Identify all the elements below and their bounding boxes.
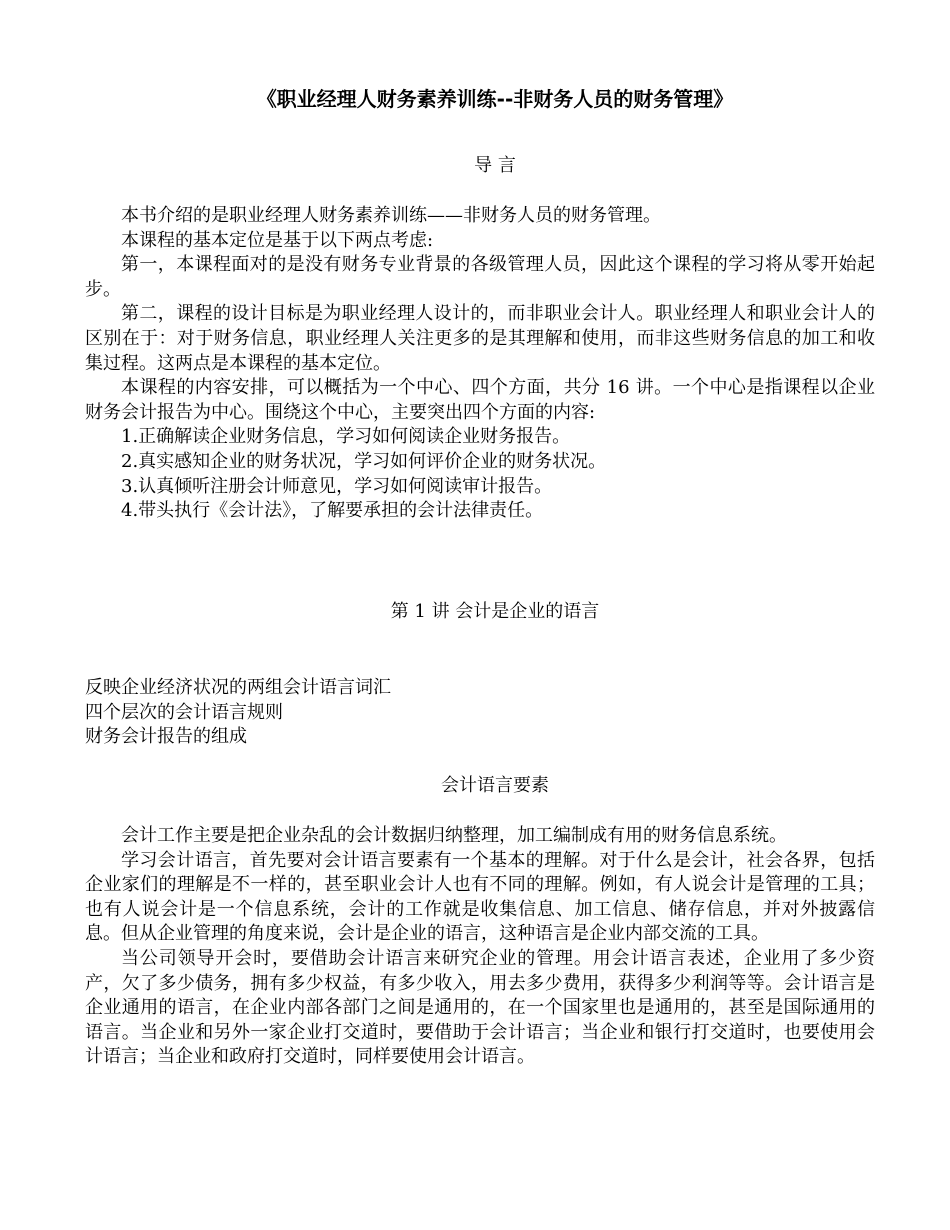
- list-item: 3.认真倾听注册会计师意见，学习如何阅读审计报告。: [121, 475, 553, 497]
- list-item: 1.正确解读企业财务信息，学习如何阅读企业财务报告。: [121, 426, 571, 448]
- lecture-outline: [85, 676, 875, 750]
- paragraph: 本课程的基本定位是基于以下两点考虑:: [121, 229, 434, 251]
- paragraph: 第一，本课程面对的是没有财务专业背景的各级管理人员，因此这个课程的学习将从零开始起步。: [85, 254, 875, 300]
- paragraph: 会计工作主要是把企业杂乱的会计数据归纳整理，加工编制成有用的财务信息系统。: [121, 825, 787, 846]
- paragraph: 本课程的内容安排，可以概括为一个中心、四个方面，共分 16 讲。一个中心是指课程以企业财务会计报告为中心。围绕这个中心，主要突出四个方面的内容:: [85, 377, 875, 423]
- list-item: 4.带头执行《会计法》，了解要承担的会计法律责任。: [121, 500, 544, 522]
- outline-item: 四个层次的会计语言规则: [85, 701, 283, 723]
- outline-item: 反映企业经济状况的两组会计语言词汇: [85, 677, 391, 698]
- paragraph: 学习会计语言，首先要对会计语言要素有一个基本的理解。对于什么是会计，社会各界，包括企业家们的理解是不一样的，甚至职业会计人也有不同的理解。例如，有人说会计是管理的工具；也有人说会计是一个信息系统，会计的工作就是收集信息、加工信息、储存信息，并对外披露信息。但从企业管理的角度来说，会计是企业的语言，这种语言是企业内部交流的工具。: [85, 849, 875, 945]
- outline-item: 财务会计报告的组成: [85, 726, 247, 748]
- lecture-heading: 第 1 讲 会计是企业的语言: [390, 601, 600, 622]
- section-body: [85, 824, 875, 1070]
- list-item: 2.真实感知企业的财务状况，学习如何评价企业的财务状况。: [121, 450, 607, 472]
- paragraph: 本书介绍的是职业经理人财务素养训练——非财务人员的财务管理。: [121, 205, 661, 226]
- paragraph: 当公司领导开会时，要借助会计语言来研究企业的管理。用会计语言表述，企业用了多少资产，欠了多少债务，拥有多少权益，有多少收入，用去多少费用，获得多少利润等等。会计语言是企业通用的语言，在企业内部各部门之间是通用的，在一个国家里也是通用的，甚至是国际通用的语言。当企业和另外一家企业打交道时，要借助于会计语言；当企业和银行打交道时，也要使用会计语言；当企业和政府打交道时，同样要使用会计语言。: [85, 947, 875, 1068]
- intro-body: [85, 204, 875, 524]
- document-title: 《职业经理人财务素养训练--非财务人员的财务管理》: [256, 87, 734, 111]
- intro-heading: 导 言: [474, 155, 516, 176]
- paragraph: 第二，课程的设计目标是为职业经理人设计的，而非职业会计人。职业经理人和职业会计人的区别在于：对于财务信息，职业经理人关注更多的是其理解和使用，而非这些财务信息的加工和收集过程。这两点是本课程的基本定位。: [85, 303, 875, 374]
- section-heading: 会计语言要素: [441, 775, 549, 796]
